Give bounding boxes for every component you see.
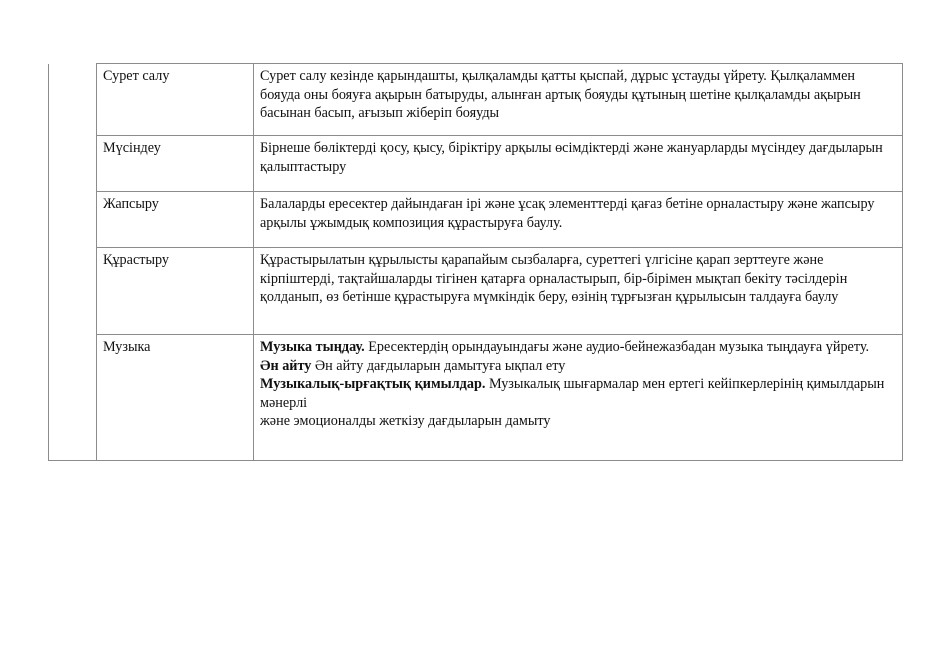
singing-block [260, 357, 896, 376]
activity-description-cell: Бірнеше бөліктерді қосу, қысу, біріктіру арқылы өсімдіктерді және жануарларды мүсіндеу дағдыларын қалыптастыру [254, 136, 903, 192]
singing-title: Ән айту [260, 357, 312, 374]
rhythmic-movement-title: Музыкалық-ырғақтық қимылдар. [260, 376, 486, 393]
table-row [49, 335, 903, 461]
curriculum-table [48, 63, 903, 461]
activity-name-cell: Музыка [97, 335, 254, 461]
music-listening-title: Музыка тыңдау. [260, 339, 365, 355]
activity-name-cell: Мүсіндеу [97, 136, 254, 192]
table-row [49, 248, 903, 335]
activity-description-cell: Сурет салу кезінде қарындашты, қылқаламды қатты қыспай, дұрыс ұстауды үйрету. Қылқаламмен бояуда оны бояуға ақырын батыруды, алынған артық бояуды құтының шетіне қылқаламды ақырын басынан басып, ағызып жіберіп бояуды [254, 64, 903, 136]
empty-left-column [49, 64, 97, 461]
singing-text: Ән айту дағдыларын дамытуға ықпал ету [311, 357, 566, 374]
table-row [49, 64, 903, 136]
rhythmic-movement-block [260, 375, 896, 412]
activity-name-cell: Сурет салу [97, 64, 254, 136]
music-listening-block [260, 339, 869, 355]
music-listening-text: Ересектердің орындауындағы және аудио-бейнежазбадан музыка тыңдауға үйрету. [364, 339, 870, 355]
activity-description-cell: Балаларды ересектер дайындаған ірі және ұсақ элементтерді қағаз бетіне орналастыру және жапсыру арқылы ұжымдық композиция құрастыруға баулу. [254, 192, 903, 248]
music-description-cell [254, 335, 903, 461]
table-row [49, 192, 903, 248]
activity-name-cell: Құрастыру [97, 248, 254, 335]
activity-description-cell: Құрастырылатын құрылысты қарапайым сызбаларға, суреттегі үлгісіне қарап зерттеуге және кірпіштерді, тақтайшаларды тігінен қатарға орналастырып, бір-бірімен мықтап бекіту тәсілдерін қолданып, өз бетінше құрастыруға мүмкіндік беру, өзінің тұрғызған құрылысын талдауға баулу [254, 248, 903, 335]
table-row [49, 136, 903, 192]
activity-name-cell: Жапсыру [97, 192, 254, 248]
rhythmic-movement-text-continued: және эмоционалды жеткізу дағдыларын дамыту [260, 413, 551, 430]
rhythmic-movement-text: Музыкалық шығармалар мен ертегі кейіпкерлерінің қимылдарын мәнерлі [260, 376, 885, 411]
